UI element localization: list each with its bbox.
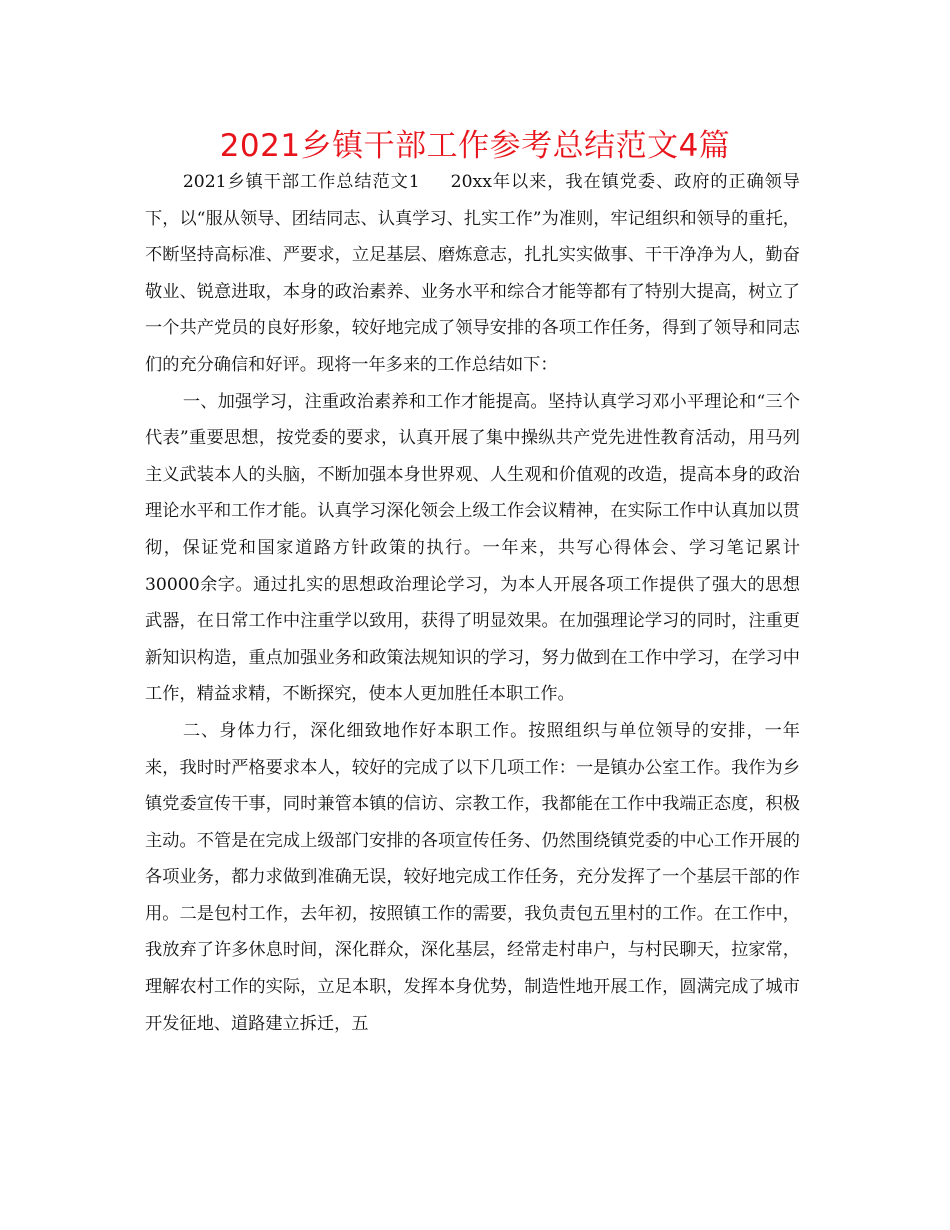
paragraph-work: 二、身体力行，深化细致地作好本职工作。按照组织与单位领导的安排，一年来，我时时严格要求本人，较好的完成了以下几项工作：一是镇办公室工作。我作为乡镇党委宣传干事，同时兼管本镇的信访、宗教工作，我都能在工作中我端正态度，积极主动。不管是在完成上级部门安排的各项宣传任务、仍然围绕镇党委的中心工作开展的各项业务，都力求做到准确无误，较好地完成工作任务，充分发挥了一个基层干部的作用。二是包村工作，去年初，按照镇工作的需要，我负责包五里村的工作。在工作中，我放弃了许多休息时间，深化群众，深化基层，经常走村串户，与村民聊天，拉家常，理解农村工作的实际，立足本职，发挥本身优势，制造性地开展工作，圆满完成了城市开发征地、道路建立拆迁，五	[145, 720, 800, 1034]
paragraph-intro	[145, 164, 800, 384]
intro-label: 2021乡镇干部工作总结范文1	[182, 172, 420, 192]
paragraph-text: 20xx年以来，我在镇党委、政府的正确领导下，以“服从领导、团结同志、认真学习、扎实工作”为准则，牢记组织和领导的重托，不断坚持高标准、严要求，立足基层、磨炼意志，扎扎实实做事、干干净净为人，勤奋敬业、锐意进取，本身的政治素养、业务水平和综合才能等都有了特别大提高，树立了一个共产党员的良好形象，较好地完成了领导安排的各项工作任务，得到了领导和同志们的充分确信和好评。现将一年多来的工作总结如下：	[145, 172, 800, 375]
document-title: 2021乡镇干部工作参考总结范文4篇	[219, 128, 731, 164]
paragraph-study: 一、加强学习，注重政治素养和工作才能提高。坚持认真学习邓小平理论和“三个代表”重要思想，按党委的要求，认真开展了集中操纵共产党先进性教育活动，用马列主义武装本人的头脑，不断加强本身世界观、人生观和价值观的改造，提高本身的政治理论水平和工作才能。认真学习深化领会上级工作会议精神，在实际工作中认真加以贯彻，保证党和国家道路方针政策的执行。一年来，共写心得体会、学习笔记累计30000余字。通过扎实的思想政治理论学习，为本人开展各项工作提供了强大的思想武器，在日常工作中注重学以致用，获得了明显效果。在加强理论学习的同时，注重更新知识构造，重点加强业务和政策法规知识的学习，努力做到在工作中学习，在学习中工作，精益求精，不断探究，使本人更加胜任本职工作。	[145, 391, 800, 705]
document-body	[145, 164, 800, 1042]
